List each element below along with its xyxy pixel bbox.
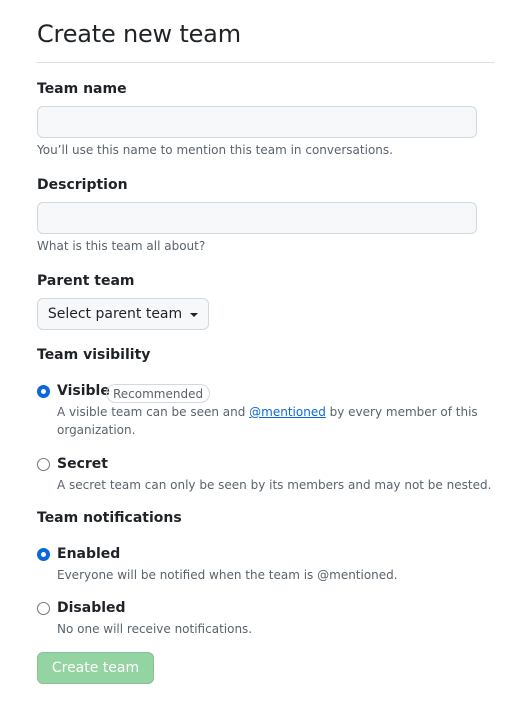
disabled-option-title: Disabled [57, 600, 126, 616]
team-notifications-label: Team notifications [37, 510, 182, 526]
enabled-option-title: Enabled [57, 546, 121, 562]
visible-option-desc [57, 403, 478, 439]
caret-down-icon [190, 313, 198, 317]
select-parent-team-button[interactable] [37, 298, 209, 330]
description-label: Description [37, 177, 128, 193]
visible-option-title: Visible [57, 383, 110, 399]
disabled-option-desc: No one will receive notifications. [57, 622, 253, 636]
team-name-input[interactable] [37, 106, 477, 138]
page-title: Create new team [37, 20, 241, 48]
visible-desc-text: A visible team can be seen and [57, 405, 250, 419]
secret-option-desc: A secret team can only be seen by its members and may not be nested. [57, 478, 492, 492]
visible-radio[interactable] [37, 385, 50, 398]
parent-team-label: Parent team [37, 273, 135, 289]
select-parent-team-label: Select parent team [47, 306, 183, 322]
create-team-button[interactable]: Create team [37, 652, 154, 684]
team-name-label: Team name [37, 81, 127, 97]
mentioned-link[interactable]: @mentioned [249, 405, 326, 419]
team-name-note: You’ll use this name to mention this team in conversations. [37, 143, 393, 157]
secret-radio[interactable] [37, 458, 50, 471]
visible-desc-line2: organization. [57, 423, 136, 437]
title-divider [37, 62, 494, 63]
enabled-option-desc: Everyone will be notified when the team is @mentioned. [57, 568, 398, 582]
description-note: What is this team all about? [37, 239, 206, 253]
description-input[interactable] [37, 202, 477, 234]
secret-option-title: Secret [57, 456, 108, 472]
recommended-badge: Recommended [106, 384, 210, 403]
enabled-radio[interactable] [37, 548, 50, 561]
disabled-radio[interactable] [37, 602, 50, 615]
visible-desc-text-after: by every member of this [325, 405, 478, 419]
team-visibility-label: Team visibility [37, 347, 151, 363]
